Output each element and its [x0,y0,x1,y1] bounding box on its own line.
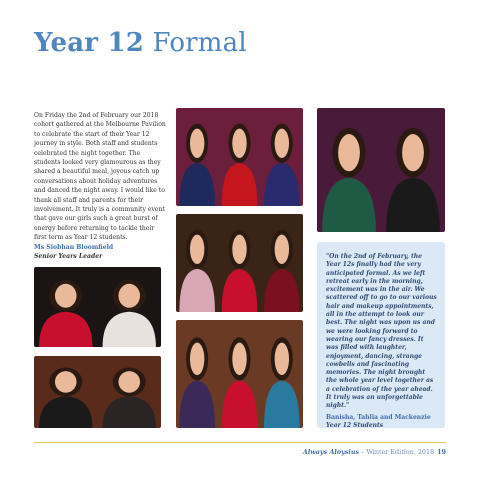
photo-three-girls-dinner [176,214,303,312]
photo-two-girls-glitter-image [34,267,161,347]
page-footer [303,448,446,456]
photo-two-girls-closeup [317,108,445,232]
quote-role: Year 12 Students [326,421,384,429]
footer-rule [34,442,446,443]
photo-two-girls-closeup-image [317,108,445,232]
footer-edition: – Winter Edition, 2018 [359,448,435,456]
quote-attribution [326,414,437,431]
photo-three-girls-curtain-image [176,108,303,206]
student-quote-box [317,242,445,428]
page-number: 19 [437,448,446,456]
page-title [34,28,247,58]
author-role: Senior Years Leader [34,252,103,260]
photo-two-girls-smiling [34,356,161,428]
article-body: On Friday the 2nd of February our 2018 cohort gathered at the Melbourne Pavilion to celebrate the start of their Year 12 journey in style. Both staff and students celebrated the night together. The students looked very glamourous as they shared a beautiful meal, joyous catch up conversations about holiday adventures and danced the night away. I would like to thank all staff and parents for their involvement. It truly is a community event that gave our girls such a great burst of energy before returning to tackle their first term as Year 12 students. [34,112,166,242]
page-title-light: Formal [152,28,247,58]
article-author [34,244,167,261]
author-name: Ms Siobhan Bloomfield [34,244,114,251]
photo-three-girls-curtain [176,108,303,206]
footer-publication: Always Aloysius [302,448,360,456]
photo-teacher-and-students-image [176,320,303,428]
quote-names: Banisha, Tahlia and Mackenzie [326,413,431,421]
page-title-bold: Year 12 [34,28,145,58]
photo-teacher-and-students [176,320,303,428]
photo-two-girls-smiling-image [34,356,161,428]
quote-text: "On the 2nd of February, the Year 12s finally had the very anticipated formal. As we left retreat early in the morning, excitement was in the air. We scattered off to go to our various hair and makeup appointments, all in the attempt to look our best. The night was upon us and we were looking forward to wearing our fancy dresses. It was filled with laughter, enjoyment, dancing, strange cowbells and fascinating memories. The night brought the whole year level together as a celebration of the year ahead. It truly was an unforgettable night." [326,253,437,410]
photo-three-girls-dinner-image [176,214,303,312]
photo-two-girls-glitter [34,267,161,347]
